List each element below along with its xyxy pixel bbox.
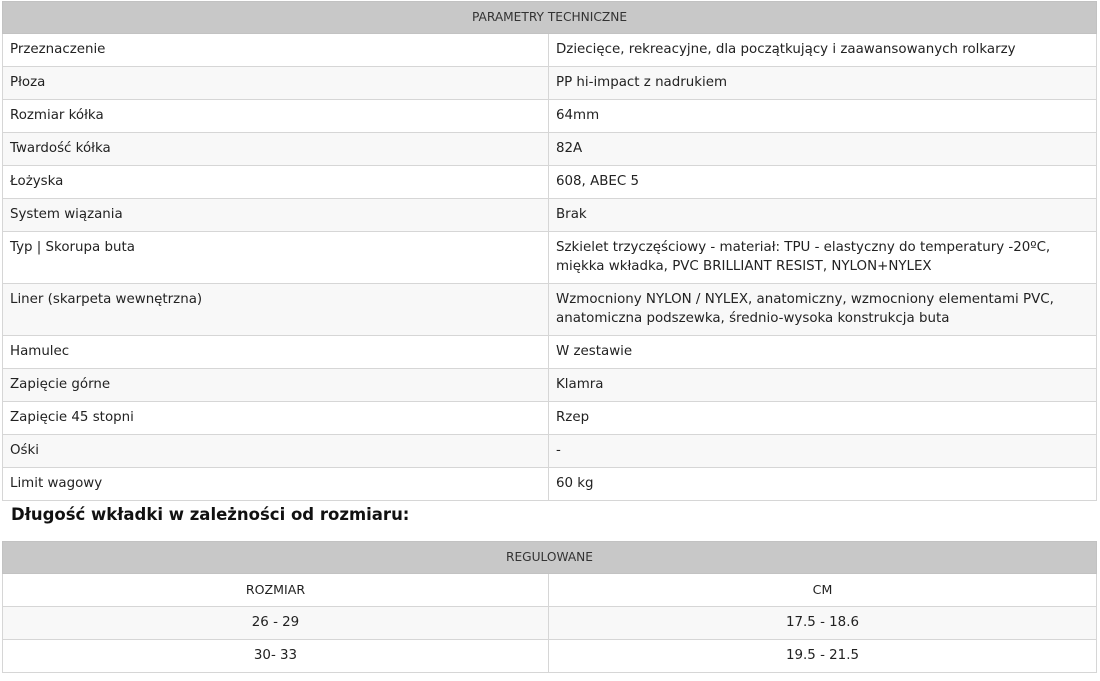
table-row xyxy=(3,166,1097,199)
param-label-shell: Typ | Skorupa buta xyxy=(3,232,549,284)
cm-cell: 19.5 - 21.5 xyxy=(549,640,1097,673)
param-value-brake: W zestawie xyxy=(549,336,1097,369)
table-row xyxy=(3,100,1097,133)
param-label-brake: Hamulec xyxy=(3,336,549,369)
size-cell: 30- 33 xyxy=(3,640,549,673)
table-row xyxy=(3,369,1097,402)
param-value-shell: Szkielet trzyczęściowy - materiał: TPU - elastyczny do temperatury -20ºC, miękka wkładka, PVC BRILLIANT RESIST, NYLON+NYLEX xyxy=(549,232,1097,284)
size-table-header: REGULOWANE xyxy=(3,542,1097,574)
param-value-frame: PP hi-impact z nadrukiem xyxy=(549,67,1097,100)
param-value-45-degree-closure: Rzep xyxy=(549,402,1097,435)
technical-parameters-header: PARAMETRY TECHNICZNE xyxy=(3,2,1097,34)
section-heading: Długość wkładki w zależności od rozmiaru: xyxy=(11,505,410,524)
param-label-bearings: Łożyska xyxy=(3,166,549,199)
technical-parameters-table xyxy=(2,1,1097,501)
table-row xyxy=(3,336,1097,369)
param-value-purpose: Dziecięce, rekreacyjne, dla początkujący i zaawansowanych rolkarzy xyxy=(549,34,1097,67)
param-label-45-degree-closure: Zapięcie 45 stopni xyxy=(3,402,549,435)
column-header-size: ROZMIAR xyxy=(3,574,549,607)
table-row xyxy=(3,402,1097,435)
param-label-wheel-size: Rozmiar kółka xyxy=(3,100,549,133)
param-label-weight-limit: Limit wagowy xyxy=(3,468,549,501)
param-label-wheel-hardness: Twardość kółka xyxy=(3,133,549,166)
table-row xyxy=(3,435,1097,468)
table-row xyxy=(3,199,1097,232)
param-value-weight-limit: 60 kg xyxy=(549,468,1097,501)
table-row xyxy=(3,34,1097,67)
param-value-wheel-size: 64mm xyxy=(549,100,1097,133)
table-row xyxy=(3,468,1097,501)
param-value-top-closure: Klamra xyxy=(549,369,1097,402)
table-row xyxy=(3,607,1097,640)
table-row xyxy=(3,67,1097,100)
table-row xyxy=(3,284,1097,336)
param-label-top-closure: Zapięcie górne xyxy=(3,369,549,402)
param-value-lacing-system: Brak xyxy=(549,199,1097,232)
param-value-liner: Wzmocniony NYLON / NYLEX, anatomiczny, wzmocniony elementami PVC, anatomiczna podszewka, średnio-wysoka konstrukcja buta xyxy=(549,284,1097,336)
table-row xyxy=(3,133,1097,166)
param-label-frame: Płoza xyxy=(3,67,549,100)
param-label-axles: Ośki xyxy=(3,435,549,468)
size-table-column-headers xyxy=(3,574,1097,607)
param-label-purpose: Przeznaczenie xyxy=(3,34,549,67)
param-value-wheel-hardness: 82A xyxy=(549,133,1097,166)
size-cell: 26 - 29 xyxy=(3,607,549,640)
cm-cell: 17.5 - 18.6 xyxy=(549,607,1097,640)
column-header-cm: CM xyxy=(549,574,1097,607)
param-value-bearings: 608, ABEC 5 xyxy=(549,166,1097,199)
size-table xyxy=(2,541,1097,673)
table-row xyxy=(3,232,1097,284)
table-row xyxy=(3,640,1097,673)
param-value-axles: - xyxy=(549,435,1097,468)
param-label-liner: Liner (skarpeta wewnętrzna) xyxy=(3,284,549,336)
param-label-lacing-system: System wiązania xyxy=(3,199,549,232)
